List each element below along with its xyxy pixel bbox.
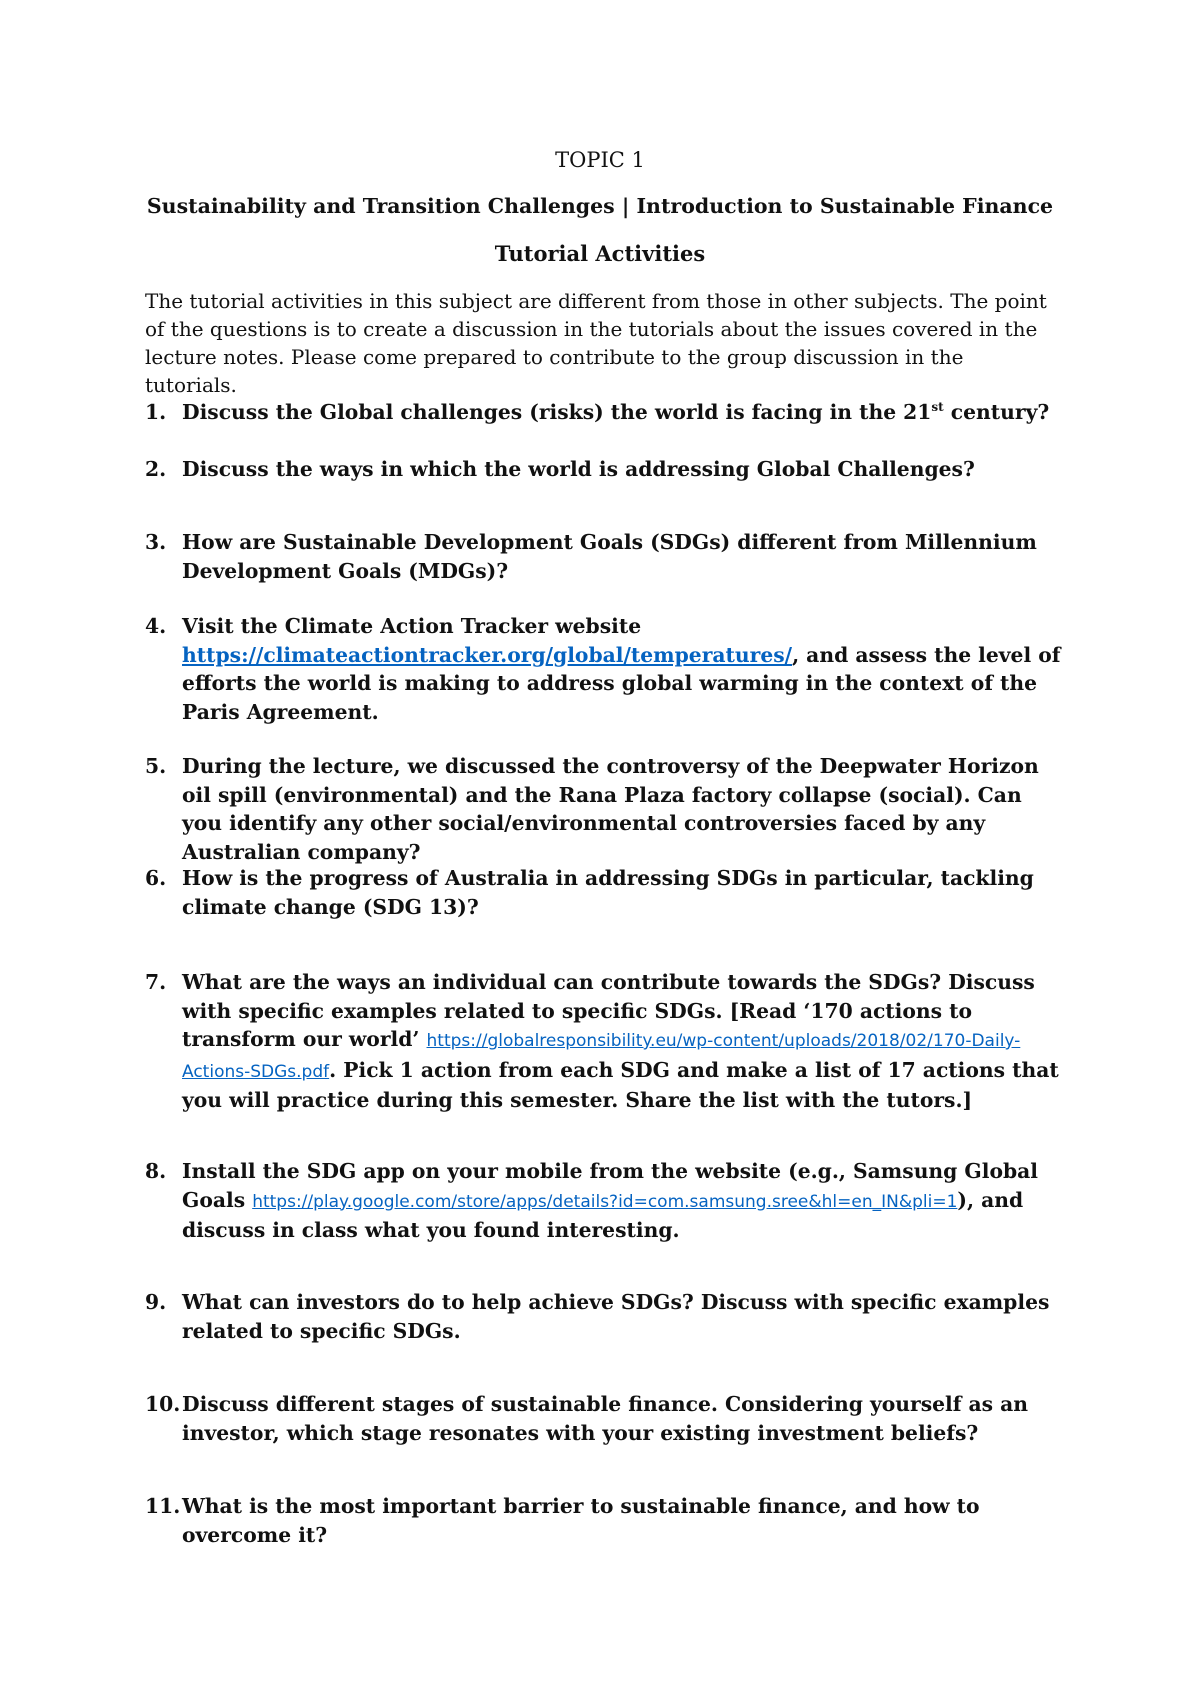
question-text: Discuss the Global challenges (risks) the world is facing in the 21st century? [182,400,1050,424]
question-number: 11. [145,1494,181,1518]
question-text: What is the most important barrier to sustainable finance, and how to overcome it? [182,1494,980,1547]
question-text: What can investors do to help achieve SDGs? Discuss with specific examples related to specific SDGs. [182,1290,1050,1343]
climate-tracker-link[interactable]: https://climateactiontracker.org/global/temperatures/ [182,642,793,667]
question-number: 7. [145,970,167,994]
question-number: 1. [145,400,167,424]
question-number: 8. [145,1159,167,1183]
question-item [145,1288,1065,1345]
question-number: 4. [145,614,167,638]
question-text: How are Sustainable Development Goals (SDGs) different from Millennium Development Goals (MDGs)? [182,530,1037,583]
document-subtitle: Sustainability and Transition Challenges | Introduction to Sustainable Finance [146,194,1054,218]
topic-heading: TOPIC 1 [555,148,645,172]
question-item [145,864,1065,921]
question-text: Discuss the ways in which the world is addressing Global Challenges? [182,457,975,481]
question-number: 2. [145,457,167,481]
question-item [145,1157,1065,1245]
question-number: 5. [145,754,167,778]
section-heading: Tutorial Activities [494,241,706,266]
question-item [145,1492,1065,1549]
question-text: During the lecture, we discussed the controversy of the Deepwater Horizon oil spill (environmental) and the Rana Plaza factory collapse (social). Can you identify any other social/environmental controversies faced by any Australian company? [182,754,1039,864]
question-item [145,968,1065,1115]
question-item [145,398,1065,427]
question-number: 6. [145,866,167,890]
question-item [145,752,1065,866]
question-text: What are the ways an individual can contribute towards the SDGs? Discuss with specific examples related to specific SDGs. [Read ‘170 actions to transform our world’ https://globalresponsibility.eu/wp-content/uploads/2018/02/170-Daily-Actions-SDGs.pdf. Pick 1 action from each SDG and make a list of 17 actions that you will practice during this semester. Share the list with the tutors.] [182,970,1059,1112]
question-text: Install the SDG app on your mobile from the website (e.g., Samsung Global Goals https://play.google.com/store/apps/details?id=com.samsung.sree&hl=en_IN&pli=1), and discuss in class what you found interesting. [182,1159,1039,1242]
question-text: Visit the Climate Action Tracker website https://climateactiontracker.org/global/temperatures/, and assess the level of efforts the world is making to address global warming in the context of the Paris Agreement. [182,614,1061,724]
question-text: Discuss different stages of sustainable finance. Considering yourself as an investor, which stage resonates with your existing investment beliefs? [182,1392,1029,1445]
intro-paragraph: The tutorial activities in this subject are different from those in other subjects. The point of the questions is to create a discussion in the tutorials about the issues covered in the lecture notes. Please come prepared to contribute to the group discussion in the tutorials. [145,289,1047,397]
question-number: 3. [145,530,167,554]
samsung-app-link[interactable]: https://play.google.com/store/apps/details?id=com.samsung.sree&hl=en_IN&pli=1 [252,1191,958,1212]
question-number: 9. [145,1290,167,1314]
question-item [145,1390,1065,1447]
question-text: How is the progress of Australia in addressing SDGs in particular, tackling climate change (SDG 13)? [182,866,1034,919]
global-responsibility-link[interactable]: https://globalresponsibility.eu/wp-content/uploads/2018/02/170-Daily-Actions-SDGs.pdf [182,1031,1021,1082]
question-number: 10. [145,1392,181,1416]
question-item [145,612,1065,726]
question-item [145,455,1065,484]
question-item [145,528,1065,585]
